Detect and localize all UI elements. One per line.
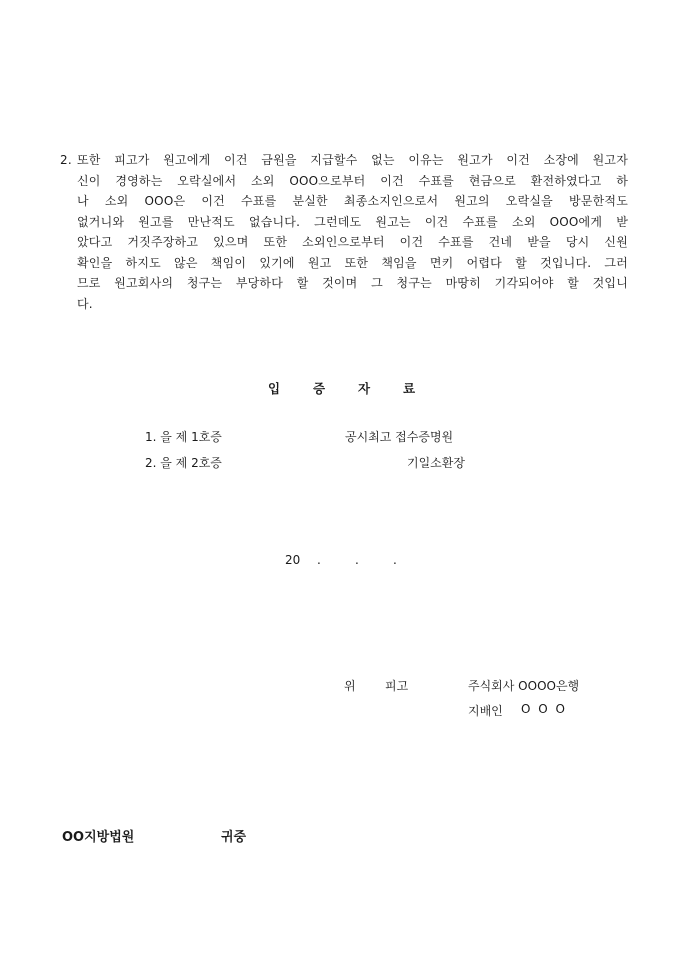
paragraph-line: 나 소외 OOO은 이건 수표를 분실한 최종소지인으로서 원고의 오락실을 방문한적도 [77, 194, 628, 208]
court-name: OO지방법원 [62, 830, 135, 845]
heading-char: 증 [313, 381, 326, 396]
date-separator: . [317, 553, 321, 567]
court-suffix: 귀중 [221, 830, 247, 845]
paragraph-number: 2. [60, 153, 72, 167]
date-separator: . [393, 553, 397, 567]
heading-char: 입 [268, 381, 281, 396]
evidence-item-label: 1. 을 제 1호증 [145, 430, 222, 444]
heading-char: 자 [358, 381, 371, 396]
signature-prefix: 위 [344, 679, 356, 693]
date-separator: . [355, 553, 359, 567]
evidence-item-name: 기일소환장 [407, 456, 465, 470]
paragraph-line: 다. [77, 296, 93, 311]
signature-rep-name: O O O [521, 702, 567, 716]
signature-company: 주식회사 OOOO은행 [468, 679, 580, 693]
argument-paragraph [60, 150, 628, 314]
paragraph-line: 또한 피고가 원고에게 이건 금원을 지급할수 없는 이유는 원고가 이건 소장에 원고자 [77, 153, 628, 167]
evidence-item-name: 공시최고 접수증명원 [345, 430, 454, 444]
evidence-item-label: 2. 을 제 2호증 [145, 456, 222, 470]
signature-role: 피고 [385, 679, 409, 693]
paragraph-line: 확인을 하지도 않은 책임이 있기에 원고 또한 책임을 면키 어렵다 할 것입니다. 그러 [77, 255, 628, 270]
date-year: 20 [285, 553, 301, 567]
signature-rep-title: 지배인 [468, 704, 503, 718]
paragraph-line: 았다고 거짓주장하고 있으며 또한 소외인으로부터 이건 수표를 건네 받을 당시 신원 [77, 235, 628, 249]
heading-char: 료 [403, 381, 416, 396]
paragraph-line: 신이 경영하는 오락실에서 소외 OOO으로부터 이건 수표를 현금으로 환전하였다고 하 [77, 173, 628, 188]
evidence-heading [268, 379, 415, 397]
paragraph-line: 므로 원고회사의 청구는 부당하다 할 것이며 그 청구는 마땅히 기각되어야 할 것입니 [77, 276, 628, 290]
paragraph-line: 없거니와 원고를 만난적도 없습니다. 그런데도 원고는 이건 수표를 소외 OOO에게 받 [77, 214, 628, 229]
